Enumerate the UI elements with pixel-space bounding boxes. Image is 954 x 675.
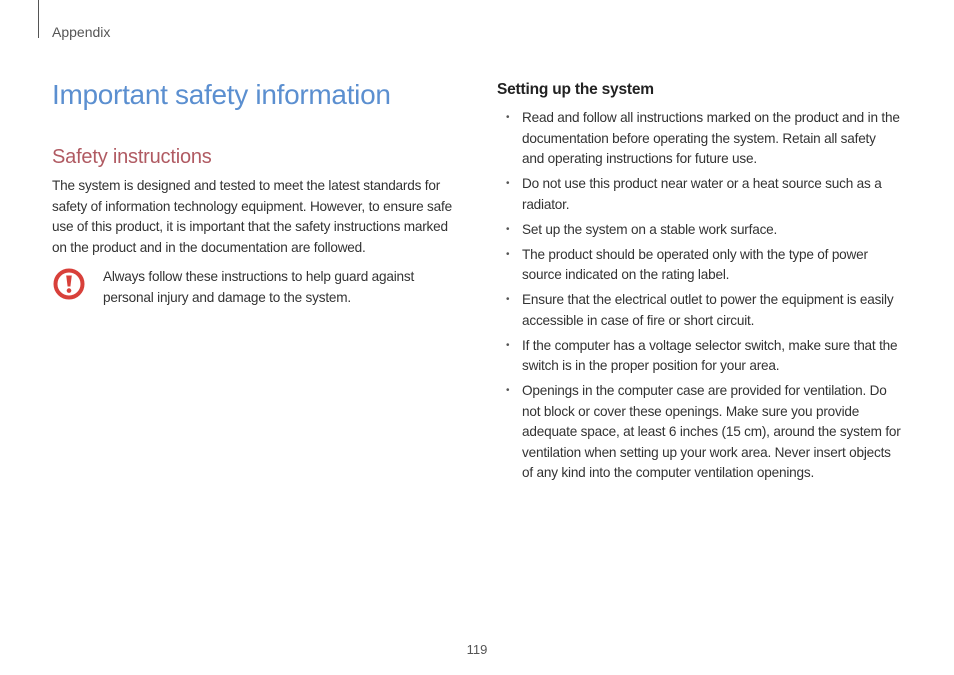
list-item-text: Set up the system on a stable work surface. — [522, 221, 778, 237]
warning-notice-text: Always follow these instructions to help guard against personal injury and damage to the system. — [103, 269, 415, 305]
section-subtitle: Safety instructions — [52, 146, 212, 168]
bullet-dot: • — [506, 178, 510, 189]
bullet-dot: • — [506, 339, 510, 351]
list-item — [497, 108, 901, 170]
list-item — [497, 290, 901, 331]
intro-paragraph: The system is designed and tested to meet the latest standards for safety of information technology equipment. However, to ensure safe use of this product, it is important that the safety instructions marked on the product and in the documentation are followed. — [52, 178, 452, 255]
bullet-dot: • — [506, 248, 510, 260]
page-title: Important safety information — [52, 79, 391, 110]
list-item-text: Openings in the computer case are provided for ventilation. Do not block or cover these openings. Make sure you provide adequate space, at least 6 inches (15 cm), around the system for ventilation when setting up your work area. Never insert objects of any kind into the computer ventilation openings. — [522, 383, 901, 480]
list-item — [497, 174, 901, 215]
list-item — [497, 381, 901, 484]
warning-notice — [52, 267, 460, 311]
bullet-dot: • — [506, 223, 510, 235]
right-column — [497, 78, 901, 488]
list-item-text: Read and follow all instructions marked on the product and in the documentation before operating the system. Retain all safety and operating instructions for future use. — [522, 110, 900, 166]
bullet-dot: • — [506, 294, 510, 305]
setup-instructions-list — [497, 108, 901, 484]
bullet-dot: • — [506, 385, 510, 396]
warning-icon — [52, 267, 86, 301]
bullet-dot: • — [506, 112, 510, 123]
list-item — [497, 220, 901, 241]
margin-rule — [38, 0, 39, 38]
left-column — [52, 76, 460, 311]
list-item — [497, 336, 901, 377]
section-label: Appendix — [52, 24, 111, 40]
page-number: 119 — [466, 642, 488, 657]
list-item-text: The product should be operated only with the type of power source indicated on the rating label. — [522, 246, 868, 282]
setup-heading: Setting up the system — [497, 81, 654, 98]
list-item — [497, 245, 901, 286]
list-item-text: Ensure that the electrical outlet to power the equipment is easily accessible in case of fire or short circuit. — [522, 292, 894, 328]
list-item-text: Do not use this product near water or a heat source such as a radiator. — [522, 176, 882, 212]
list-item-text: If the computer has a voltage selector switch, make sure that the switch is in the proper position for your area. — [522, 337, 898, 373]
